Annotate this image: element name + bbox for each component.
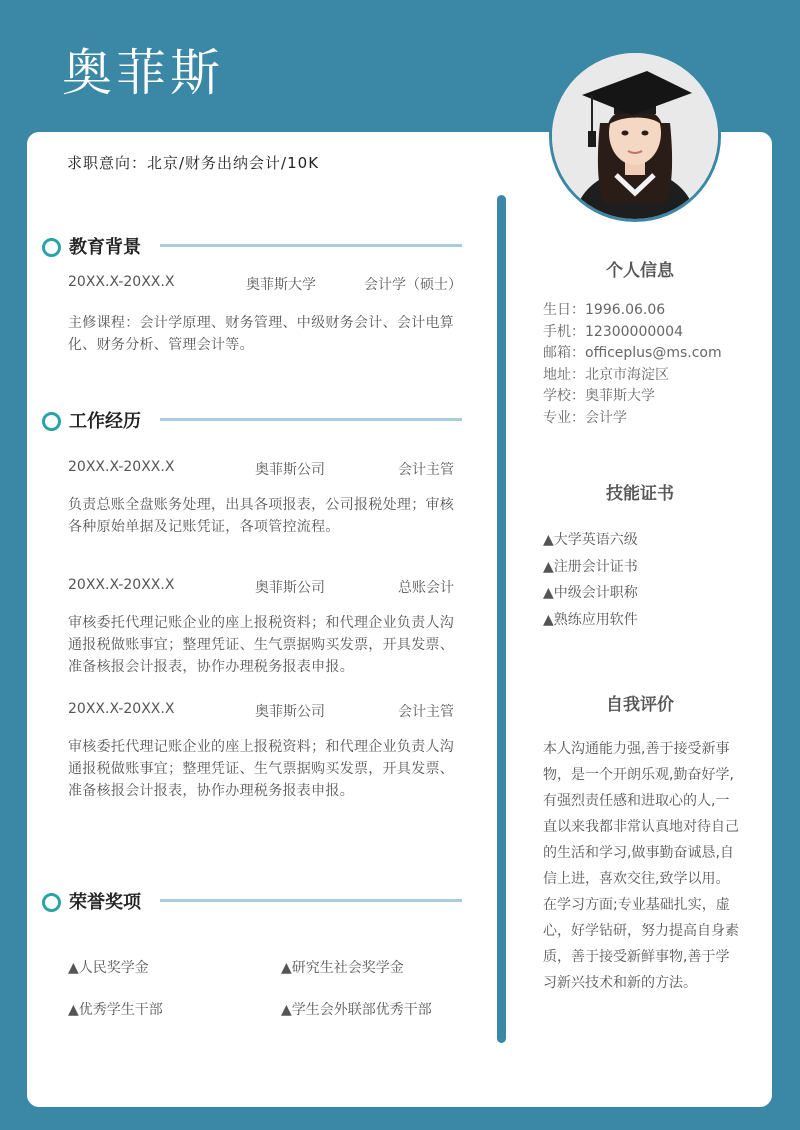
award-item: ▲优秀学生干部 [68,1002,163,1018]
award-item: ▲人民奖学金 [68,960,149,976]
work-period: 20XX.X-20XX.X [68,459,175,475]
info-school: 学校：奥菲斯大学 [543,388,655,404]
avatar [552,53,718,219]
graduate-photo-icon [552,53,718,219]
work-row [68,577,463,597]
work-role: 总账会计 [398,580,454,596]
work-period: 20XX.X-20XX.X [68,701,175,717]
skill-item: ▲大学英语六级 [543,532,638,548]
skills-title: 技能证书 [606,484,674,504]
info-email: 邮箱：officeplus@ms.com [543,345,722,361]
column-divider [497,195,506,1043]
education-school: 奥菲斯大学 [246,277,316,293]
info-major: 专业：会计学 [543,410,627,426]
work-description: 审核委托代理记账企业的座上报税资料；和代理企业负责人沟通报税做账事宜；整理凭证、生气票据购买发票，开具发票、准备核报会计报表，协作办理税务报表申报。 [68,739,455,799]
work-company: 奥菲斯公司 [255,580,325,596]
circle-bullet-icon [42,893,61,912]
work-role: 会计主管 [398,462,454,478]
resume-name: 奥菲斯 [62,44,224,102]
job-objective: 求职意向：北京/财务出纳会计/10K [67,154,320,172]
section-rule [160,899,462,902]
work-period: 20XX.X-20XX.X [68,577,175,593]
section-rule [160,418,462,421]
work-company: 奥菲斯公司 [255,462,325,478]
skill-item: ▲中级会计职称 [543,585,638,601]
section-education-header [42,235,462,259]
work-role: 会计主管 [398,704,454,720]
section-work-header [42,409,462,433]
self-evaluation-text: 本人沟通能力强,善于接受新事物，是一个开朗乐观,勤奋好学,有强烈责任感和进取心的人,一直以来我都非常认真地对待自己的生活和学习,做事勤奋诚恳,自信上进，喜欢交往,致学以用。在学习方面;专业基础扎实，虚心，好学钻研，努力提高自身素质，善于接受新鲜事物,善于学习新兴技术和新的方法。 [543,741,739,991]
circle-bullet-icon [42,412,61,431]
info-birthday: 生日：1996.06.06 [543,302,666,318]
work-row [68,459,463,479]
section-title: 荣誉奖项 [69,892,141,913]
education-courses: 主修课程：会计学原理、财务管理、中级财务会计、会计电算化、财务分析、管理会计等。 [68,315,455,353]
skill-item: ▲熟练应用软件 [543,612,638,628]
circle-bullet-icon [42,238,61,257]
work-description: 负责总账全盘账务处理，出具各项报表，公司报税处理；审核各种原始单据及记账凭证，各项管控流程。 [68,497,455,535]
award-item: ▲学生会外联部优秀干部 [281,1002,432,1018]
section-title: 工作经历 [69,411,141,432]
education-major: 会计学（硕士） [364,277,462,293]
work-company: 奥菲斯公司 [255,704,325,720]
section-rule [160,244,462,247]
award-item: ▲研究生社会奖学金 [281,960,404,976]
work-description: 审核委托代理记账企业的座上报税资料；和代理企业负责人沟通报税做账事宜；整理凭证、生气票据购买发票，开具发票、准备核报会计报表，协作办理税务报表申报。 [68,615,455,675]
self-evaluation-title: 自我评价 [606,695,674,715]
info-address: 地址：北京市海淀区 [543,367,669,383]
personal-info-title: 个人信息 [606,261,674,281]
education-period: 20XX.X-20XX.X [68,274,175,290]
info-phone: 手机：12300000004 [543,324,683,340]
section-title: 教育背景 [69,237,141,258]
skill-item: ▲注册会计证书 [543,559,638,575]
work-row [68,701,463,721]
section-awards-header [42,890,462,914]
education-row [68,274,463,294]
